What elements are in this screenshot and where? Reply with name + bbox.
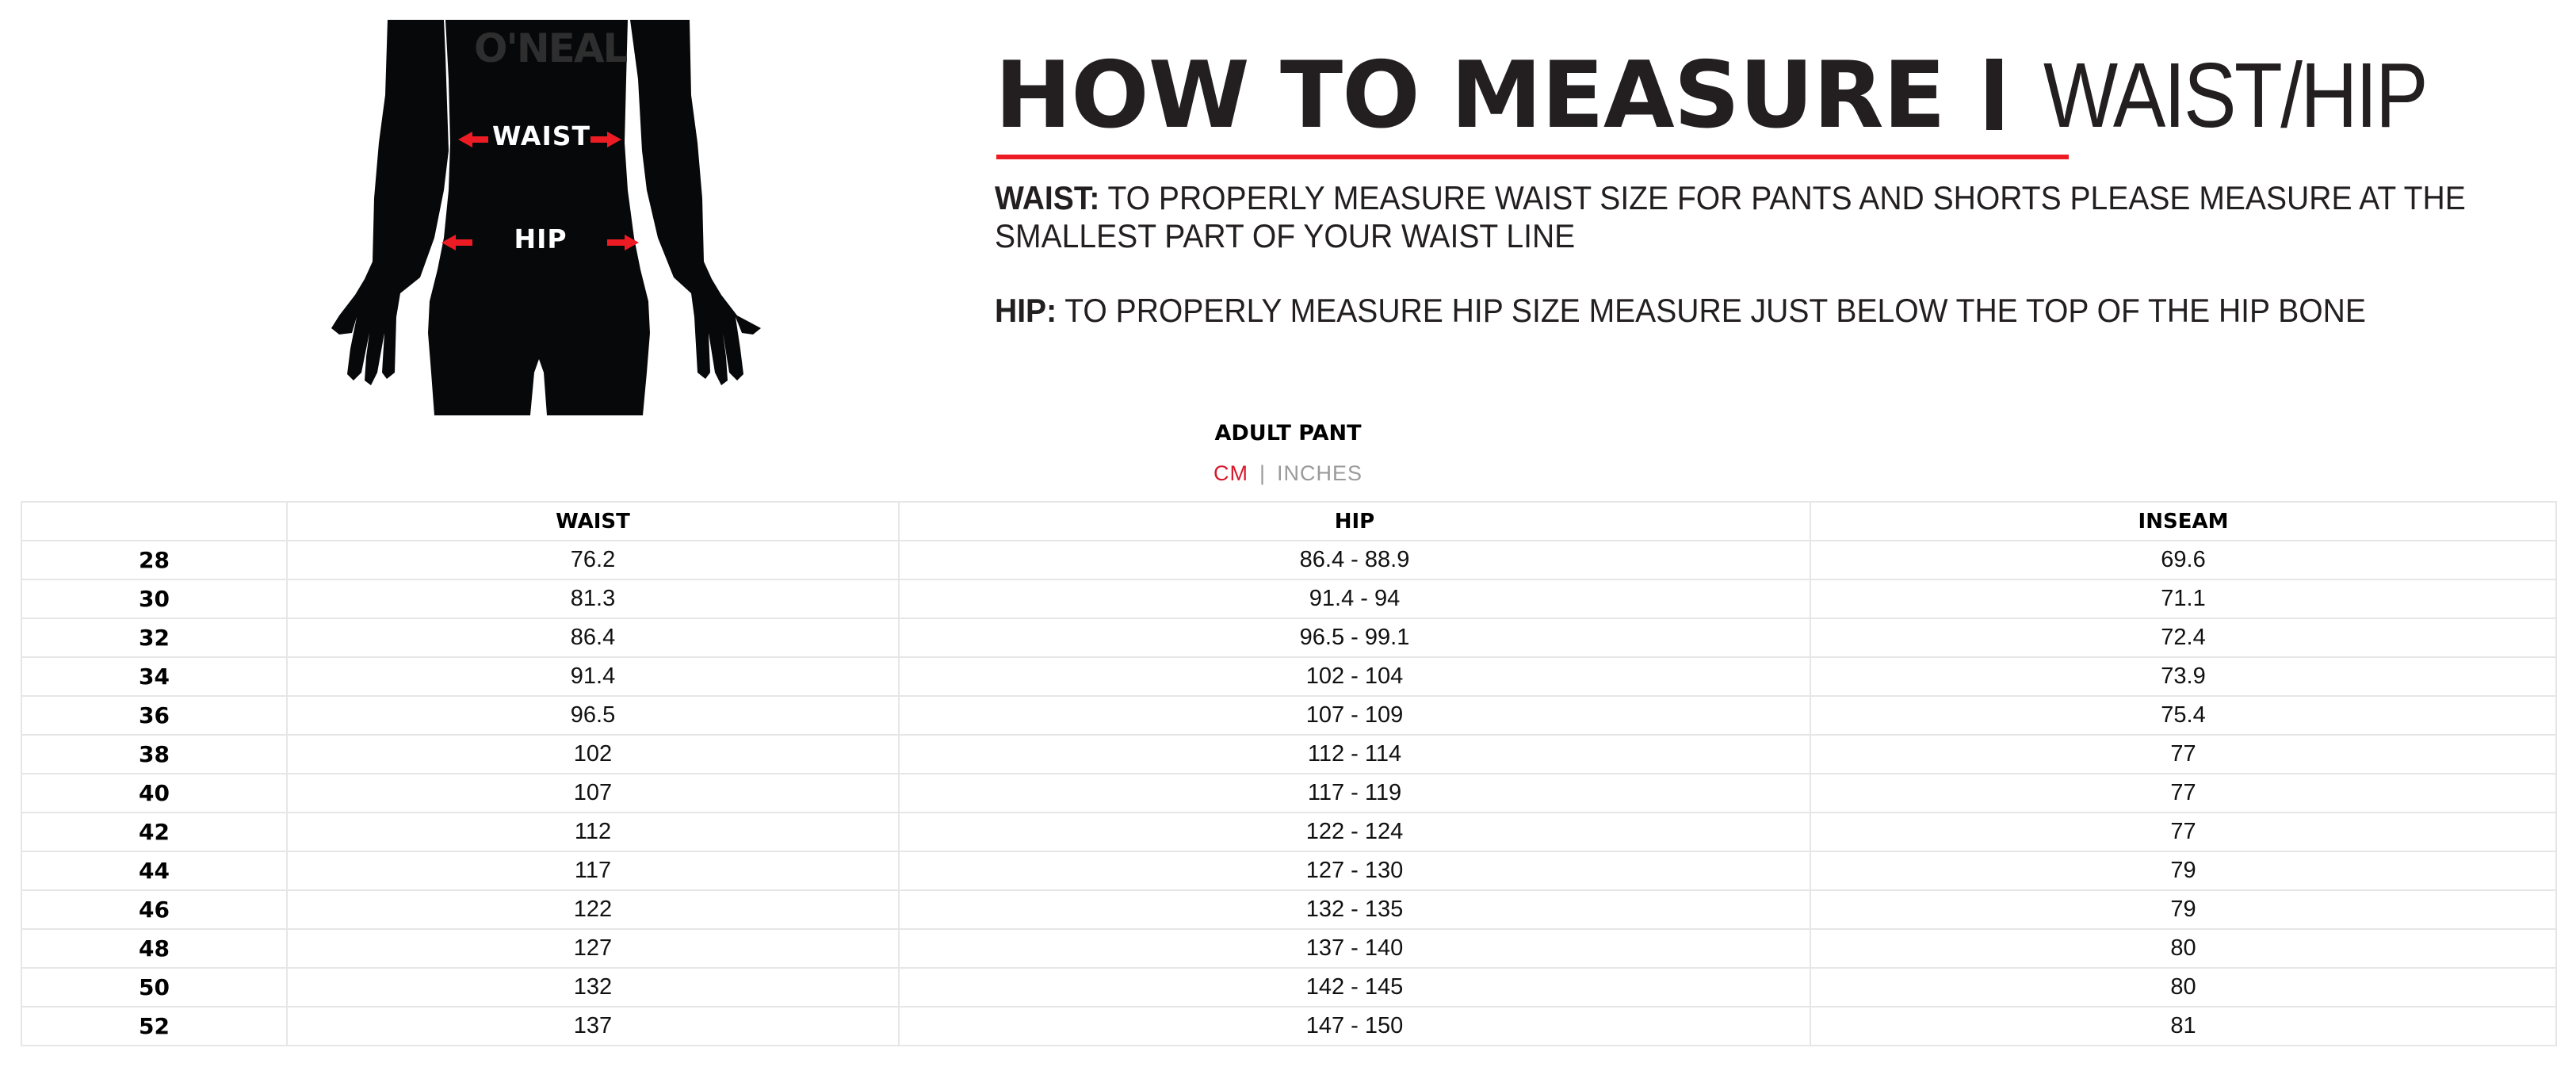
- waist-instruction: [995, 179, 2466, 255]
- table-row: [21, 774, 2556, 813]
- inseam-cell: 81: [1810, 1007, 2556, 1046]
- hip-instruction-label: HIP:: [995, 292, 1057, 329]
- inseam-cell: 79: [1810, 890, 2556, 929]
- measurement-figure: [0, 0, 793, 428]
- hip-cell: 137 - 140: [899, 929, 1810, 968]
- waist-cell: 122: [287, 890, 899, 929]
- inseam-cell: 77: [1810, 735, 2556, 774]
- size-cell: 52: [21, 1007, 287, 1046]
- size-cell: 36: [21, 696, 287, 735]
- torso-shape: [428, 20, 650, 415]
- unit-cm-button[interactable]: CM: [1213, 461, 1248, 485]
- table-row: [21, 618, 2556, 657]
- waist-cell: 137: [287, 1007, 899, 1046]
- size-cell: 38: [21, 735, 287, 774]
- size-cell: 30: [21, 579, 287, 618]
- page-title-main: HOW TO MEASURE: [995, 42, 1945, 149]
- hip-cell: 112 - 114: [899, 735, 1810, 774]
- hip-cell: 107 - 109: [899, 696, 1810, 735]
- inseam-cell: 80: [1810, 929, 2556, 968]
- size-cell: 34: [21, 657, 287, 696]
- table-row: [21, 813, 2556, 851]
- hip-cell: 122 - 124: [899, 813, 1810, 851]
- table-row: [21, 696, 2556, 735]
- waist-cell: 102: [287, 735, 899, 774]
- table-row: [21, 929, 2556, 968]
- table-row: [21, 657, 2556, 696]
- size-cell: 40: [21, 774, 287, 813]
- waist-instruction-text-1: TO PROPERLY MEASURE WAIST SIZE FOR PANTS AND SHORTS PLEASE MEASURE AT THE: [1099, 179, 2466, 216]
- size-cell: 44: [21, 851, 287, 890]
- hip-cell: 117 - 119: [899, 774, 1810, 813]
- inseam-cell: 71.1: [1810, 579, 2556, 618]
- waist-cell: 96.5: [287, 696, 899, 735]
- hip-cell: 132 - 135: [899, 890, 1810, 929]
- unit-inches-button[interactable]: INCHES: [1277, 461, 1363, 485]
- size-cell: 46: [21, 890, 287, 929]
- inseam-cell: 75.4: [1810, 696, 2556, 735]
- waist-cell: 76.2: [287, 541, 899, 579]
- column-header-inseam: INSEAM: [1810, 502, 2556, 541]
- size-chart-table: [21, 501, 2557, 1046]
- inseam-cell: 77: [1810, 774, 2556, 813]
- size-cell: 32: [21, 618, 287, 657]
- table-row: [21, 579, 2556, 618]
- size-cell: 28: [21, 541, 287, 579]
- hip-cell: 86.4 - 88.9: [899, 541, 1810, 579]
- inseam-cell: 73.9: [1810, 657, 2556, 696]
- size-cell: 50: [21, 968, 287, 1007]
- size-cell: 48: [21, 929, 287, 968]
- table-row: [21, 851, 2556, 890]
- page-title: [995, 42, 2489, 149]
- page-title-subject: WAIST/HIP: [2043, 44, 2426, 147]
- table-row: [21, 1007, 2556, 1046]
- inseam-cell: 69.6: [1810, 541, 2556, 579]
- brand-logo: O'NEAL: [474, 25, 627, 71]
- table-header-row: [21, 502, 2556, 541]
- table-row: [21, 735, 2556, 774]
- hip-figure-label: HIP: [514, 224, 568, 254]
- column-header-size: [21, 502, 287, 541]
- waist-cell: 112: [287, 813, 899, 851]
- waist-cell: 117: [287, 851, 899, 890]
- waist-cell: 91.4: [287, 657, 899, 696]
- waist-cell: 127: [287, 929, 899, 968]
- table-row: [21, 968, 2556, 1007]
- body-silhouette-icon: [0, 0, 793, 428]
- waist-figure-label: WAIST: [491, 120, 591, 151]
- waist-cell: 81.3: [287, 579, 899, 618]
- table-row: [21, 890, 2556, 929]
- waist-instruction-label: WAIST:: [995, 179, 1100, 216]
- waist-instruction-text-2: SMALLEST PART OF YOUR WAIST LINE: [995, 217, 1576, 254]
- hip-instruction: [995, 292, 2366, 330]
- hip-cell: 147 - 150: [899, 1007, 1810, 1046]
- hip-cell: 96.5 - 99.1: [899, 618, 1810, 657]
- inseam-cell: 80: [1810, 968, 2556, 1007]
- inseam-cell: 79: [1810, 851, 2556, 890]
- table-row: [21, 541, 2556, 579]
- inseam-cell: 77: [1810, 813, 2556, 851]
- waist-cell: 132: [287, 968, 899, 1007]
- hip-cell: 142 - 145: [899, 968, 1810, 1007]
- title-underline: [996, 155, 2069, 159]
- table-title: ADULT PANT: [1214, 421, 1362, 445]
- inseam-cell: 72.4: [1810, 618, 2556, 657]
- unit-toggle: [1213, 461, 1363, 486]
- column-header-hip: HIP: [899, 502, 1810, 541]
- size-cell: 42: [21, 813, 287, 851]
- column-header-waist: WAIST: [287, 502, 899, 541]
- hip-cell: 91.4 - 94: [899, 579, 1810, 618]
- unit-separator: |: [1259, 461, 1266, 485]
- hip-cell: 102 - 104: [899, 657, 1810, 696]
- hip-cell: 127 - 130: [899, 851, 1810, 890]
- title-separator: [1986, 59, 2002, 130]
- hip-instruction-text: TO PROPERLY MEASURE HIP SIZE MEASURE JUST BELOW THE TOP OF THE HIP BONE: [1057, 292, 2366, 329]
- waist-cell: 107: [287, 774, 899, 813]
- waist-cell: 86.4: [287, 618, 899, 657]
